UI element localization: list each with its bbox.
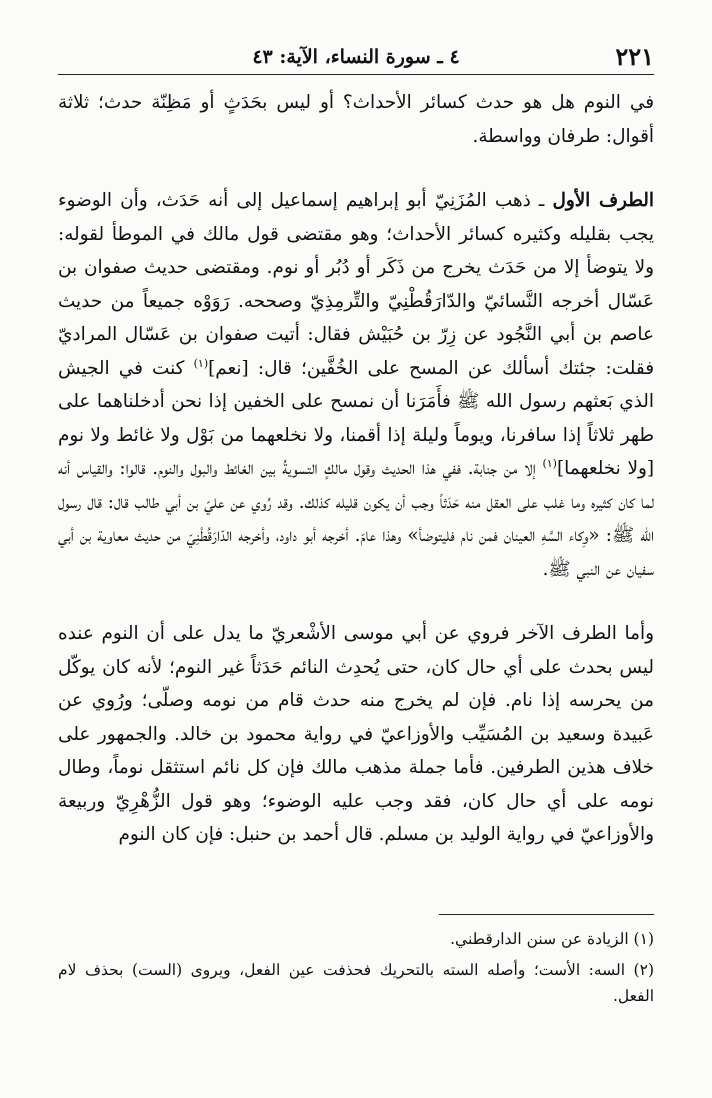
paragraph-text: ـ ذهب المُزَنِيّ أبو إبراهيم إسماعيل إلى أنه حَدَث، وأن الوضوء يجب بقليله وكثيره كسائر الأحداث؛ وهو مقتضى قول مالك في الموطأ لقوله: ولا يتوضأ إلا من حَدَث يخرج من ذَكَر أو دُبُر أو نوم. ومقتضى حديث صفوان بن عَسّال أخرجه النَّسائيّ والدّارَقُطْنِيّ والتِّرمِذِيّ وصححه. رَوَوْه جميعاً من حديث عاصم بن أبي النَّجُود عن زِرّ بن حُبَيْش فقال: أتيت صفوان بن عَسّال المراديّ فقلت: جئتك أسألك عن المسح على الخُفَّين؛ قال: [نعم] (58, 190, 654, 379)
paragraph-text: وأما الطرف الآخر فروي عن أبي موسى الأشْعريّ ما يدل على أن النوم عنده ليس بحدث على أي حال كان، حتى يُحدِث النائم حَدَثاً غير النوم؛ لأنه كان يوكّل من يحرسه إذا نام. فإن لم يخرج منه حدث قام من نومه وصلّى؛ ورُوي عن عَبيدة وسعيد بن المُسَيِّب والأوزاعيّ في رواية محمود بن خالد. والجمهور على خلاف هذين الطرفين. فأما جملة مذهب مالك فإن كل نائم استثقل نوماً، وطال نومه على أي حال كان، فقد وجب عليه الوضوء؛ وهو قول الزُّهْرِيّ وربيعة والأوزاعيّ في رواية الوليد بن مسلم. قال أحمد بن حنبل: فإن كان النوم (58, 623, 654, 845)
footnote-1: (١) الزيادة عن سنن الدارقطني. (450, 930, 654, 948)
footnote-marker: (١) (542, 456, 557, 470)
footnotes (58, 926, 654, 1010)
paragraph-text: كنت في الجيش الذي بَعثهم رسول الله ﷺ فأَمَرَنا أن نمسح على الخفين إذا نحن أدخلناهما على طهر ثلاثاً إذا سافرنا، ويوماً وليلة إذا أقمنا، ولا نخلعهما من بَوْل ولا غائط ولا نوم [ولا نخلعهما] (58, 357, 654, 479)
paragraph-other-side (58, 617, 654, 852)
paragraph-first-side (58, 184, 654, 586)
paragraph-lead: الطرف الأول (552, 190, 654, 211)
paragraph-text: إلا من جنابة. ففي هذا الحديث وقول مالكٍ التسويةُ بين الغائط والبول والنوم. قالوا: والقياس أنه لما كان كثيره وما غلب على العقل منه حَدَثاً وجب أن يكون قليله كذلك. وقد رُوي عن عليّ بن أبي طالب قال: قال رسول الله ﷺ: «وِكاء السَّهِ العينان فمن نام فليتوضأ» وهذا عامّ. أخرجه أبو داود، وأخرجه الدّارَقُطْنِيّ من حديث معاوية بن أبي سفيان عن النبي ﷺ. (58, 458, 654, 580)
paragraph-text: في النوم هل هو حدث كسائر الأحداث؟ أو ليس بحَدَثٍ أو مَظِنّة حدث؛ ثلاثة أقوال: طرفان وواسطة. (58, 92, 654, 147)
running-header (58, 38, 654, 75)
paragraph-intro (58, 86, 654, 153)
footnote-marker: (١) (193, 356, 209, 370)
page-number: ٢٢١ (615, 42, 654, 71)
footnote-2: (٢) السه: الأست؛ وأصله السته بالتحريك فحذفت عين الفعل، ويروى (الست) بحذف لام الفعل. (58, 960, 654, 1005)
footnote-divider (439, 914, 654, 915)
main-text (58, 86, 654, 852)
header-title: ٤ ـ سورة النساء، الآية: ٤٣ (252, 46, 460, 68)
